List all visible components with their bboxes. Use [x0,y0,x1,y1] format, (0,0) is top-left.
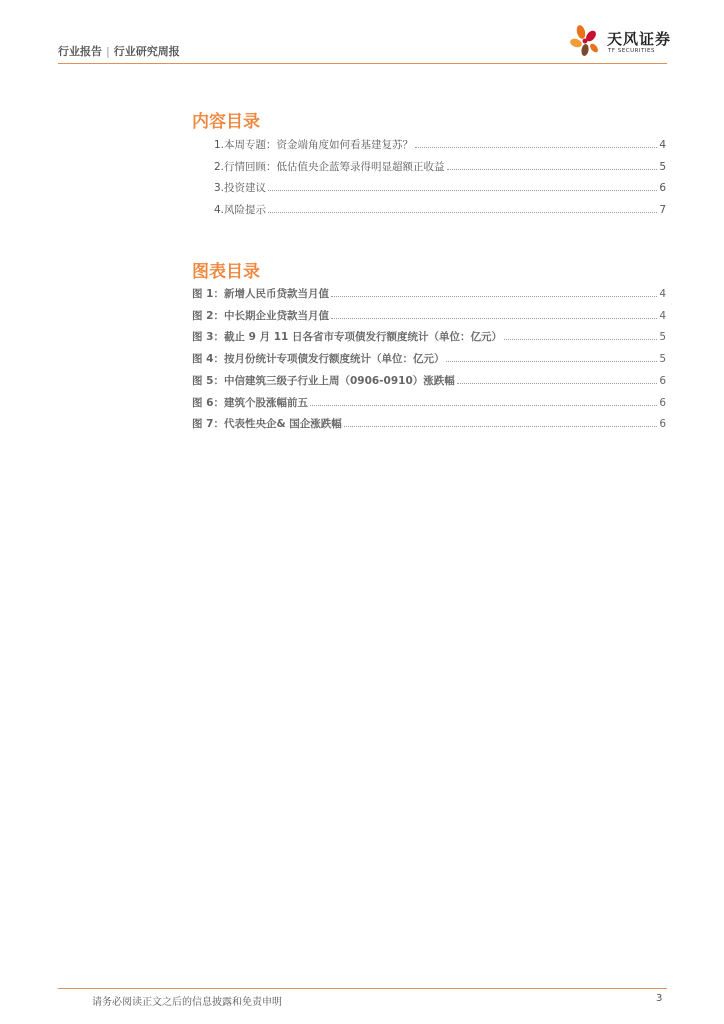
toc-item-label: 3.投资建议 [214,182,267,194]
figure-toc-item[interactable] [192,373,666,388]
toc-leader-dots [344,425,658,427]
toc-leader-dots [504,338,657,340]
toc-item-page: 5 [659,161,666,173]
toc-leader-dots [457,382,658,384]
figure-toc-label: 图 5：中信建筑三级子行业上周（0906-0910）涨跌幅 [192,375,455,387]
figure-toc-page: 4 [659,288,666,300]
toc-leader-dots [268,189,657,191]
company-logo [568,23,673,59]
toc-leader-dots [331,317,657,319]
toc-leader-dots [268,211,657,213]
flower-logo-icon [568,23,604,59]
toc-item[interactable] [214,159,666,174]
figure-toc-page: 6 [659,418,666,430]
toc-leader-dots [446,360,657,362]
toc-item-page: 4 [659,139,666,151]
header-separator: | [106,45,110,58]
figure-toc-label: 图 1：新增人民币贷款当月值 [192,288,329,300]
toc-item[interactable] [214,202,666,217]
figure-toc-item[interactable] [192,308,666,323]
toc-leader-dots [310,404,657,406]
report-category: 行业报告 [58,45,102,58]
figure-toc-item[interactable] [192,286,666,301]
toc-item-page: 6 [659,182,666,194]
toc-item-label: 4.风险提示 [214,204,267,216]
footer-divider [58,988,667,989]
logo-company-name: 天风证券 [607,30,672,48]
toc-item[interactable] [214,180,666,195]
content-toc-title: 内容目录 [192,112,260,132]
report-subcategory: 行业研究周报 [113,45,180,58]
figure-toc-page: 5 [659,331,666,343]
header-divider [58,63,667,64]
toc-item-label: 1.本周专题：资金端角度如何看基建复苏？ [214,139,414,151]
figure-toc-page: 6 [659,375,666,387]
figure-toc-label: 图 4：按月份统计专项债发行额度统计（单位：亿元） [192,353,445,365]
logo-english-name: TF SECURITIES [608,48,655,54]
figure-toc-item[interactable] [192,416,666,431]
figure-toc-title: 图表目录 [192,262,260,282]
figure-toc-item[interactable] [192,395,666,410]
figure-toc-label: 图 6：建筑个股涨幅前五 [192,397,308,409]
figure-toc-label: 图 7：代表性央企& 国企涨跌幅 [192,418,342,430]
toc-item[interactable] [214,137,666,152]
toc-leader-dots [447,168,658,170]
footer-disclaimer: 请务必阅读正文之后的信息披露和免责申明 [92,997,282,1008]
toc-item-label: 2.行情回顾：低估值央企蓝筹录得明显超额正收益 [214,161,445,173]
toc-leader-dots [331,295,657,297]
figure-toc-page: 5 [659,353,666,365]
toc-leader-dots [415,146,657,148]
page-number: 3 [656,993,663,1004]
toc-item-page: 7 [659,204,666,216]
figure-toc-item[interactable] [192,351,666,366]
report-type-header [58,43,180,59]
figure-toc-page: 6 [659,397,666,409]
figure-toc-item[interactable] [192,329,666,344]
figure-toc-label: 图 3：截止 9 月 11 日各省市专项债发行额度统计（单位：亿元） [192,331,503,343]
figure-toc-label: 图 2：中长期企业贷款当月值 [192,310,329,322]
figure-toc-page: 4 [659,310,666,322]
